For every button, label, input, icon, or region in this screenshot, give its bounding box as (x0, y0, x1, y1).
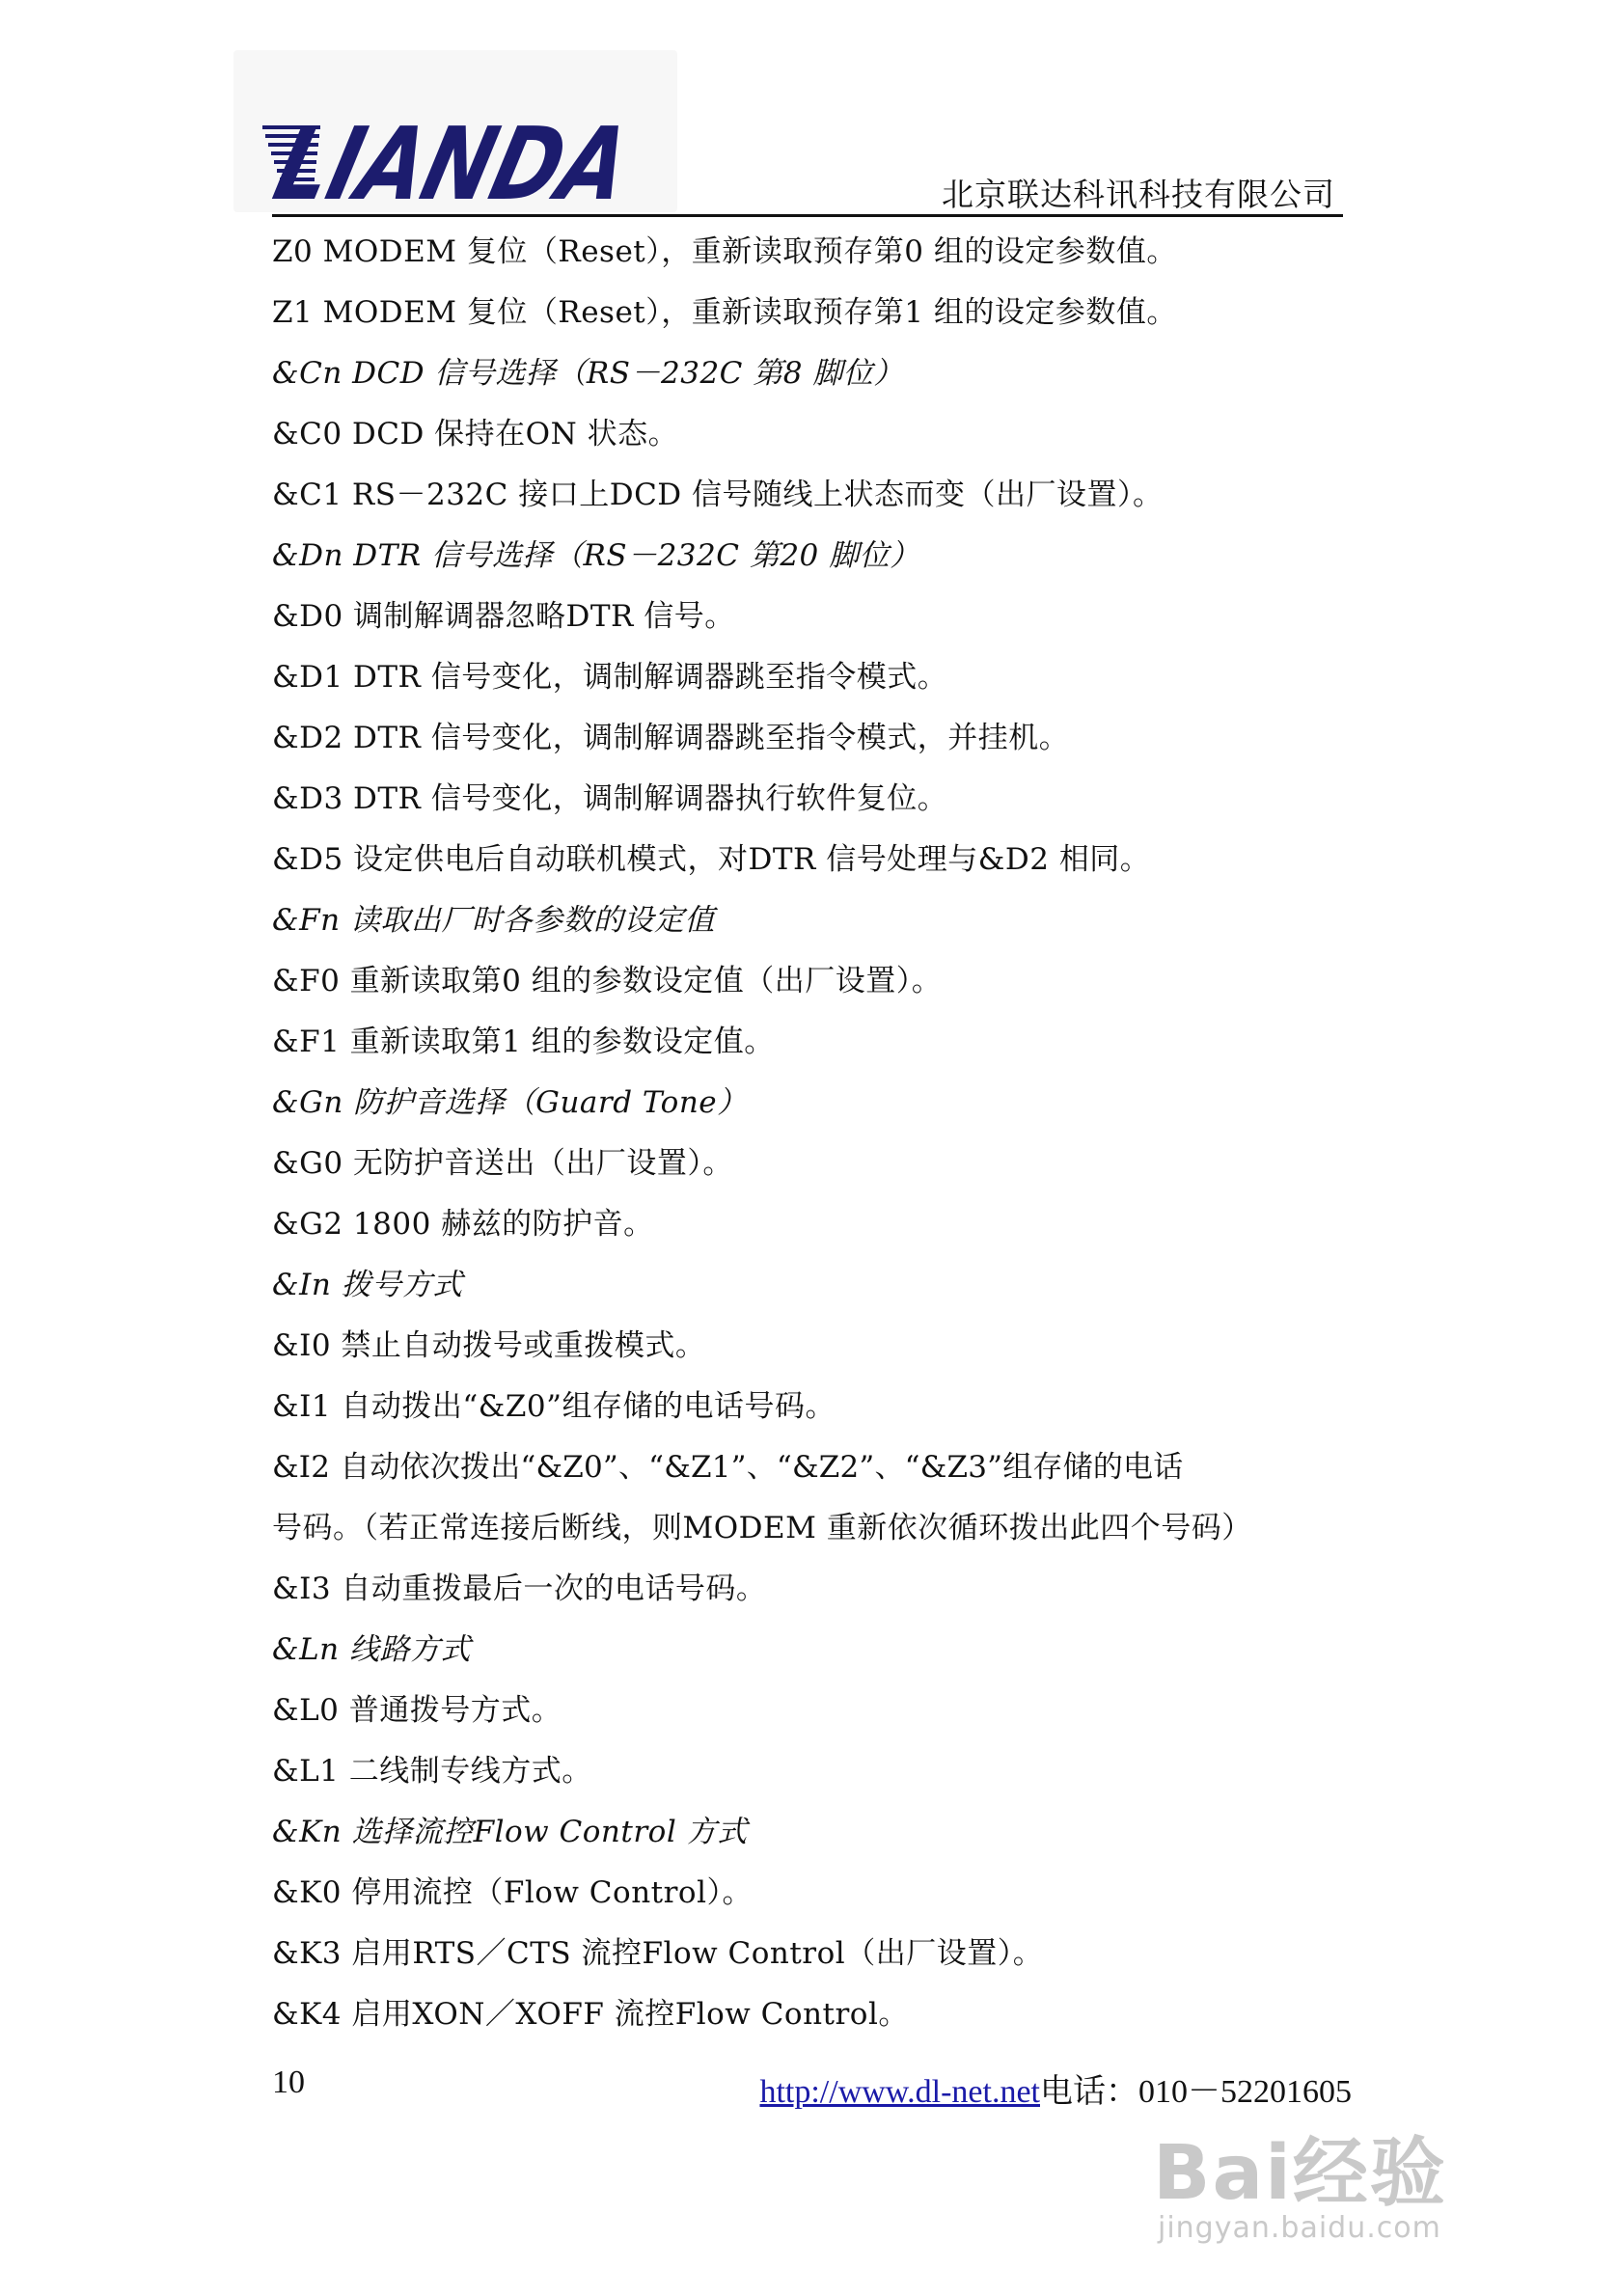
logo-text: LIANDA (263, 105, 718, 223)
command-line: &K0 停用流控（Flow Control）。 (272, 1875, 754, 1910)
command-line: 号码。（若正常连接后断线，则MODEM 重新依次循环拨出此四个号码） (272, 1511, 1252, 1545)
command-line: &G0 无防护音送出（出厂设置）。 (272, 1146, 733, 1181)
document-body (272, 222, 1362, 2045)
command-line: &I2 自动依次拨出“&Z0”、“&Z1”、“&Z2”、“&Z3”组存储的电话 (272, 1450, 1184, 1485)
command-line: &D2 DTR 信号变化，调制解调器跳至指令模式，并挂机。 (272, 721, 1070, 755)
command-line: &D5 设定供电后自动联机模式，对DTR 信号处理与&D2 相同。 (272, 842, 1151, 877)
command-line: &K3 启用RTS／CTS 流控Flow Control（出厂设置）。 (272, 1936, 1044, 1971)
section-heading: &In 拨号方式 (272, 1268, 463, 1302)
section-heading: &Dn DTR 信号选择（RS－232C 第20 脚位） (272, 538, 920, 573)
command-line: Z1 MODEM 复位（Reset），重新读取预存第1 组的设定参数值。 (272, 295, 1177, 330)
command-line: &I3 自动重拨最后一次的电话号码。 (272, 1572, 767, 1606)
command-line: &C1 RS－232C 接口上DCD 信号随线上状态而变（出厂设置）。 (272, 478, 1164, 512)
command-line: &F1 重新读取第1 组的参数设定值。 (272, 1025, 775, 1059)
command-line: &G2 1800 赫兹的防护音。 (272, 1207, 654, 1242)
footer-contact (759, 2064, 1352, 2112)
command-line: &L0 普通拨号方式。 (272, 1693, 562, 1728)
section-heading: &Gn 防护音选择（Guard Tone） (272, 1085, 748, 1120)
lianda-logo (262, 105, 718, 223)
website-link[interactable]: http://www.dl-net.net (759, 2074, 1040, 2110)
command-line: &C0 DCD 保持在ON 状态。 (272, 417, 679, 451)
command-line: &D3 DTR 信号变化，调制解调器执行软件复位。 (272, 781, 948, 816)
command-line: &I0 禁止自动拨号或重拨模式。 (272, 1328, 706, 1363)
watermark-site: jingyan.baidu.com (1158, 2211, 1441, 2245)
phone-number: 电话：010－52201605 (1040, 2074, 1352, 2110)
command-line: &L1 二线制专线方式。 (272, 1754, 592, 1789)
command-line: &K4 启用XON／XOFF 流控Flow Control。 (272, 1997, 909, 2032)
section-heading: &Fn 读取出厂时各参数的设定值 (272, 903, 715, 938)
section-heading: &Ln 线路方式 (272, 1632, 471, 1667)
section-heading: &Cn DCD 信号选择（RS－232C 第8 脚位） (272, 356, 904, 391)
command-line: &D0 调制解调器忽略DTR 信号。 (272, 599, 735, 634)
command-line: &D1 DTR 信号变化，调制解调器跳至指令模式。 (272, 660, 948, 695)
command-line: Z0 MODEM 复位（Reset），重新读取预存第0 组的设定参数值。 (272, 234, 1177, 269)
page-number: 10 (272, 2064, 305, 2100)
baidu-jingyan-watermark: Bai经验 (1153, 2130, 1447, 2217)
section-heading: &Kn 选择流控Flow Control 方式 (272, 1815, 748, 1849)
command-line: &I1 自动拨出“&Z0”组存储的电话号码。 (272, 1389, 836, 1424)
company-name: 北京联达科讯科技有限公司 (942, 176, 1335, 213)
command-line: &F0 重新读取第0 组的参数设定值（出厂设置）。 (272, 964, 943, 998)
header-divider (272, 214, 1343, 217)
